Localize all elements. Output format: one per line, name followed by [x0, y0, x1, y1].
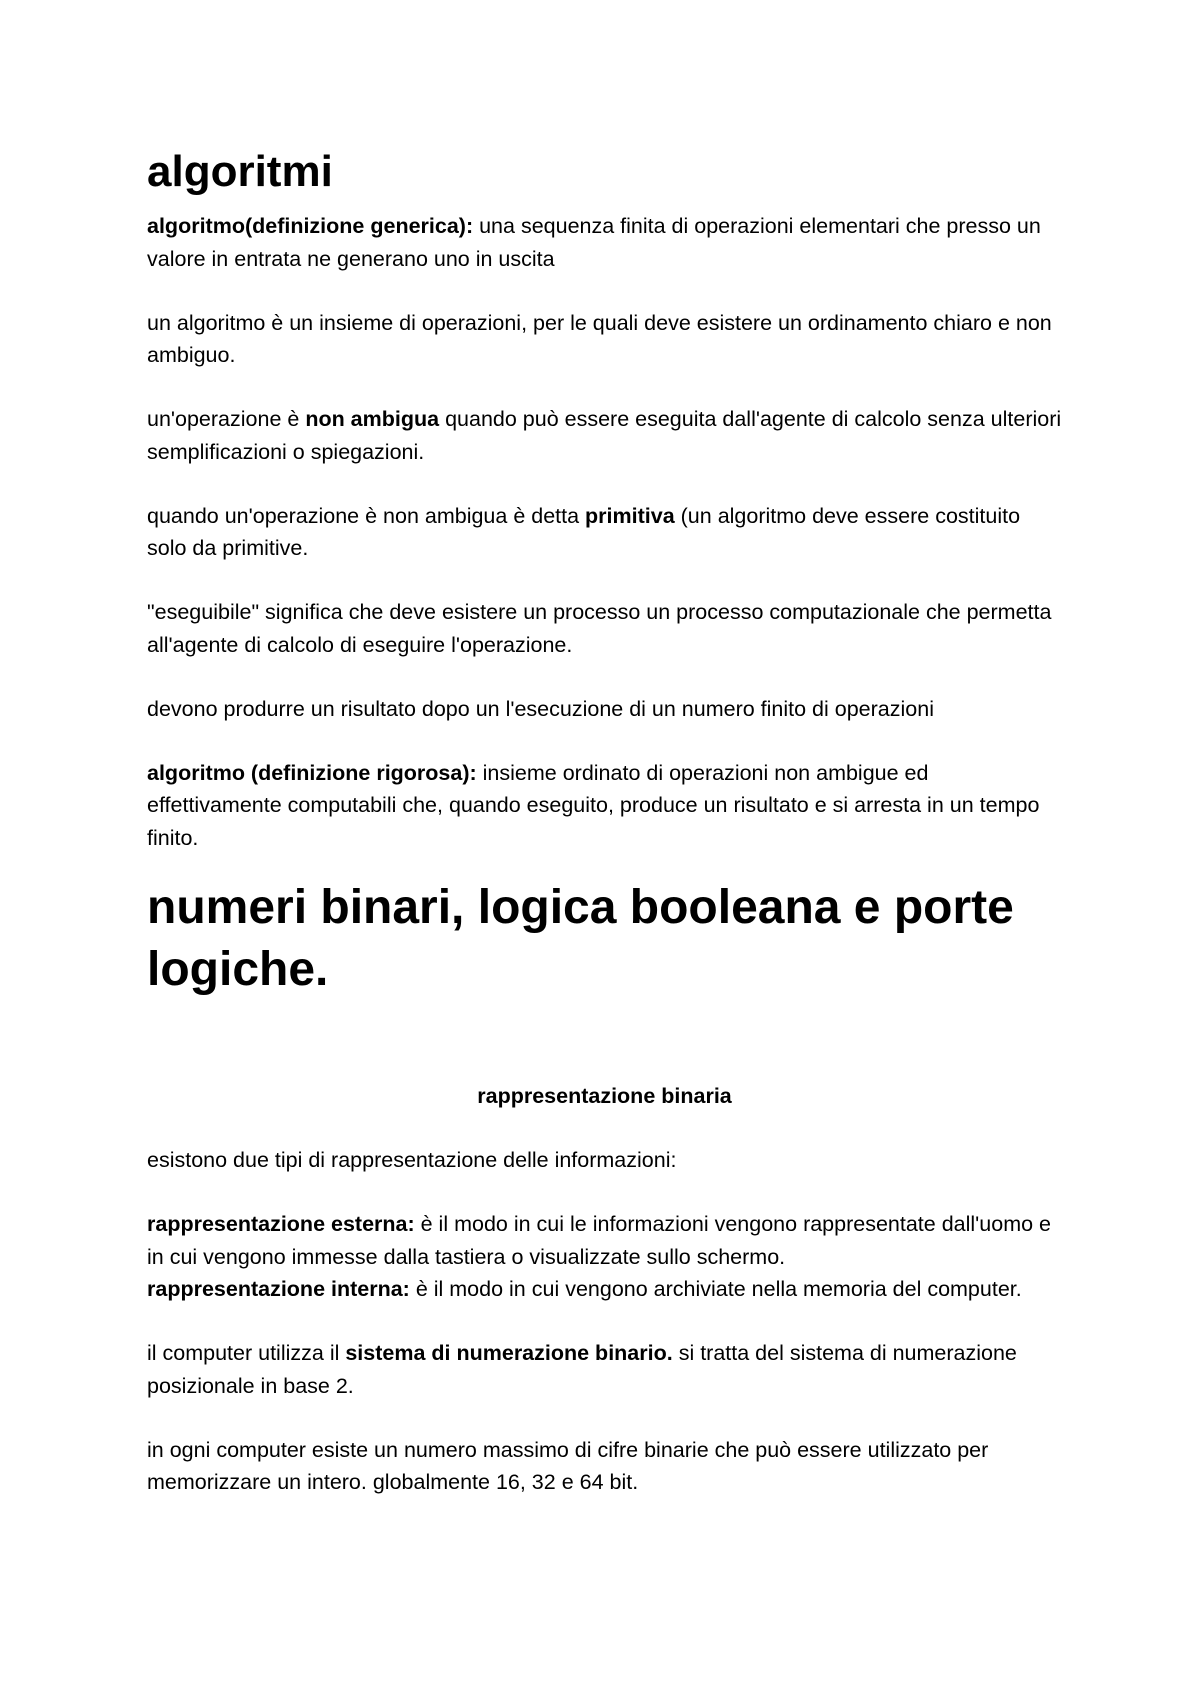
paragraph-non-ambigua: [147, 403, 1062, 468]
text-rappresentazione-esterna: è il modo in cui le informazioni vengono rappresentate dall'uomo e in cui vengono immesse dalla tastiera o visualizzate sullo schermo.: [147, 1212, 1051, 1269]
text-definizione-rigorosa: insieme ordinato di operazioni non ambigue ed effettivamente computabili che, quando eseguito, produce un risultato e si arresta in un tempo finito.: [147, 760, 1040, 850]
term-non-ambigua: non ambigua: [305, 407, 440, 431]
paragraph-due-tipi: esistono due tipi di rappresentazione delle informazioni:: [147, 1148, 677, 1172]
text-non-ambigua-a: un'operazione è: [147, 407, 306, 431]
paragraph-sistema-binario: [147, 1337, 1062, 1402]
text-non-ambigua-b: quando può essere eseguita dall'agente di calcolo senza ulteriori semplificazioni o spiegazioni.: [147, 407, 1062, 464]
paragraph-definizione-rigorosa: [147, 757, 1062, 855]
document-page: [147, 142, 1062, 1499]
text-primitiva-a: quando un'operazione è non ambigua è detta: [147, 503, 586, 528]
text-sistema-binario-b: si tratta del sistema di numerazione posizionale in base 2.: [147, 1341, 1017, 1398]
paragraph-eseguibile: "eseguibile" significa che deve esistere un processo un processo computazionale che permetta all'agente di calcolo di eseguire l'operazione.: [147, 600, 1052, 657]
text-definizione-generica: una sequenza finita di operazioni elementari che presso un valore in entrata ne generano uno in uscita: [147, 214, 1041, 271]
text-primitiva-b: (un algoritmo deve essere costituito solo da primitive.: [147, 503, 1021, 560]
term-sistema-binario: sistema di numerazione binario.: [345, 1341, 673, 1365]
subtitle-rappresentazione-binaria: [147, 1080, 1062, 1113]
paragraph-insieme-operazioni: un algoritmo è un insieme di operazioni, per le quali deve esistere un ordinamento chiaro e non ambiguo.: [147, 310, 1052, 367]
paragraph-rappresentazione-esterna: [147, 1208, 1062, 1273]
term-rappresentazione-esterna: rappresentazione esterna:: [147, 1212, 415, 1236]
paragraph-risultato: devono produrre un risultato dopo un l'esecuzione di un numero finito di operazioni: [147, 696, 934, 721]
subtitle-text: rappresentazione binaria: [477, 1084, 732, 1108]
paragraph-rappresentazione-interna: [147, 1273, 1062, 1306]
term-primitiva: primitiva: [585, 503, 675, 528]
term-definizione-rigorosa: algoritmo (definizione rigorosa):: [147, 760, 477, 785]
text-sistema-binario-a: il computer utilizza il: [147, 1341, 346, 1365]
text-rappresentazione-interna: è il modo in cui vengono archiviate nella memoria del computer.: [409, 1277, 1022, 1301]
section-title-algoritmi: algoritmi: [147, 147, 333, 196]
term-definizione-generica: algoritmo(definizione generica):: [147, 214, 474, 238]
paragraph-definizione-generica: [147, 210, 1062, 275]
section-title-numeri-binari: numeri binari, logica booleana e porte logiche.: [147, 881, 1014, 996]
paragraph-primitiva: [147, 500, 1062, 565]
term-rappresentazione-interna: rappresentazione interna:: [147, 1277, 410, 1301]
paragraph-cifre-binarie: in ogni computer esiste un numero massimo di cifre binarie che può essere utilizzato per memorizzare un intero. globalmente 16, 32 e 64 bit.: [147, 1437, 989, 1494]
